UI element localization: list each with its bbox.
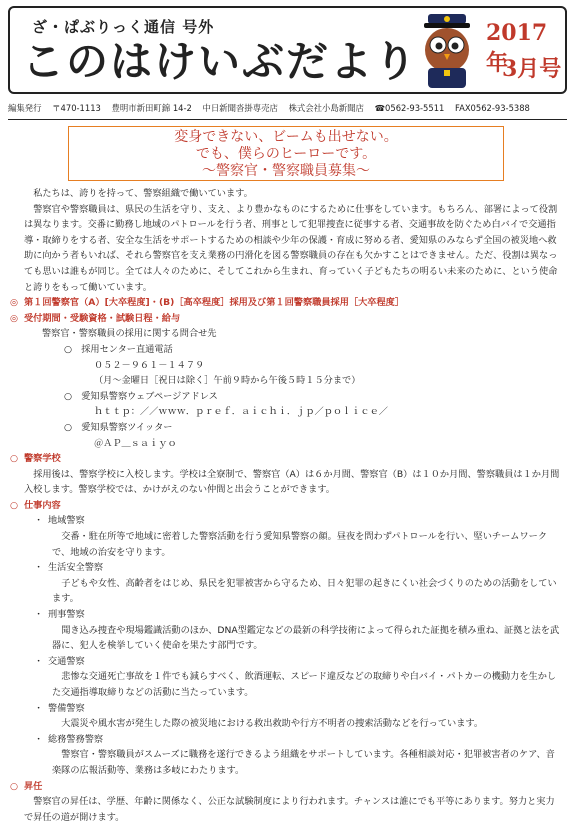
double-circle-icon: ◎ [10,312,19,324]
school-heading-text: 警察学校 [24,453,61,465]
work-item-title [34,654,560,670]
issue-year: 2017年 [486,20,548,76]
work-heading-text: 仕事内容 [24,499,61,511]
contact-item [64,342,560,358]
work-item-title [34,560,560,576]
postal-code: 〒470-1113 [52,103,101,113]
work-item-text: 交番・駐在所等で地域に密着した警察活動を行う愛知県警察の顔。昼夜を問わずパトロールを行い、堅いチームワークで、地域の治安を守ります。 [52,531,548,558]
double-circle-icon: ◎ [10,297,19,309]
circle-icon: ○ [10,453,19,465]
article-body [10,186,560,825]
contact-label: 愛知県警察ツイッター [81,421,173,433]
contact-item [64,420,560,436]
circle-icon: ○ [64,390,73,402]
school-heading [10,451,560,467]
work-item-text: 子どもや女性、高齢者をはじめ、県民を犯罪被害から守るため、日々犯罪の起きにくい社会づくりのための活動をしています。 [52,577,557,605]
period-heading-text: 受付期間・受験資格・試験日程・給与 [24,312,181,324]
work-item-title [34,732,560,748]
intro-paragraph-2: 警察官や警察職員は、県民の生活を守り、支え、より豊かなものにするために仕事をしています。もちろん、部署によって役割は異なります。交番に勤務し地域のパトロールを行う者、刑事として犯罪捜査に従事する者、交通事故を防ぐため白バイで交通指導・取締りをする者、安全な生活をサポートするための相談や少年の保護・育成に努める者、愛知県のみならず全国の被災地へ救助に向かう者もいれば、それら警察官を支え業務の円滑化を図る警察職員の存在も欠かすことはできません。ただ、役割は異なっても思いは誰もが同じ。全ては人々のために、そしてこれから生まれ、育っていく子どもたちの明るい未来のために、という使命と誇りをもって働いています。 [24,203,558,293]
bullet-icon: ・ [34,655,44,667]
issue-month: 3月号 [502,56,562,82]
contact-hours: （月～金曜日［祝日は除く］午前９時から午後５時１５分まで） [94,375,361,387]
work-item-text: 聞き込み捜査や現場鑑識活動のほか、DNA型鑑定などの最新の科学技術によって得られた証拠を積み重ね、証拠と法を武器に、犯人を検挙していく使命を果たす部門です。 [52,624,560,652]
work-item-title [34,607,560,623]
contact-twitter[interactable]: ＠ＡＰ＿ｓａｉｙｏ [94,437,177,449]
contact-url[interactable]: ｈｔｔｐ：／／ｗｗｗ．ｐｒｅｆ．ａｉｃｈｉ．ｊｐ／ｐｏｌｉｃｅ／ [94,406,388,418]
banner-line-2: でも、僕らのヒーローです。 [195,146,377,162]
owl-police-mascot-icon [414,12,480,90]
contact-item [64,389,560,405]
work-title-text: 警備警察 [48,702,85,714]
company-name: 株式会社小島新聞店 [288,103,364,113]
publisher-address: 豊明市新田町錦 14-2 [111,103,192,113]
promotion-text: 警察官の昇任は、学歴、年齢に関係なく、公正な試験制度により行われます。チャンスは誰にでも平等にあります。努力と実力で昇任の道が開けます。 [24,796,555,823]
banner-line-3: ～警察官・警察職員募集～ [202,163,370,179]
work-title-text: 刑事警察 [48,609,85,621]
work-title-text: 生活安全警察 [48,562,104,574]
circle-icon: ○ [64,421,73,433]
shop-name: 中日新聞沓掛専売店 [202,103,278,113]
work-item-title [34,701,560,717]
masthead [8,6,567,94]
bullet-icon: ・ [34,733,44,745]
bullet-icon: ・ [34,609,44,621]
circle-icon: ○ [64,343,73,355]
masthead-subtitle: ざ・ぱぶりっく通信 号外 [32,18,215,36]
school-text: 採用後は、警察学校に入校します。学校は全寮制で、警察官（A）は６か月間、警察官（B）は１０か月間、警察職員は１か月間入校します。警察学校では、かけがえのない仲間と出会うことができます。 [24,468,560,496]
banner-line-1: 変身できない、ビームも出せない。 [174,129,398,145]
phone-number: ☎0562-93-5511 [374,103,445,113]
bullet-icon: ・ [34,515,44,527]
contact-label: 愛知県警察ウェブページアドレス [81,390,218,402]
bullet-icon: ・ [34,562,44,574]
promotion-heading-text: 昇任 [24,780,43,792]
work-heading [10,498,560,514]
circle-icon: ○ [10,780,19,792]
contact-intro: 警察官・警察職員の採用に関する問合せ先 [42,328,217,340]
contact-phone: ０５２－９６１－１４７９ [94,359,205,371]
bullet-icon: ・ [34,702,44,714]
period-heading [10,311,560,327]
intro-paragraph-1: 私たちは、誇りを持って、警察組織で働いています。 [33,188,253,199]
fax-number: FAX0562-93-5388 [455,103,530,113]
masthead-title: このはけいぶだより [22,37,419,86]
recruit-heading [10,295,560,311]
work-item-text: 警察官・警察職員がスムーズに職務を遂行できるよう組織をサポートしています。各種相談対応・犯罪被害者のケア、音楽隊の広報活動等、業務は多岐にわたります。 [52,749,555,776]
work-item-text: 大震災や風水害が発生した際の被災地における救出救助や行方不明者の捜索活動などを行っています。 [61,718,484,730]
contact-label: 採用センター直通電話 [81,343,173,355]
publisher-label: 編集発行 [8,103,42,113]
publisher-line [8,102,567,120]
work-title-text: 地域警察 [48,515,85,527]
work-title-text: 総務警務警察 [48,733,104,745]
work-item-title [34,513,560,529]
recruit-banner [68,126,504,181]
recruit-heading-text: 第１回警察官（A）[大卒程度]・(B)［高卒程度］採用及び第１回警察職員採用［大卒程度］ [24,297,405,309]
work-item-text: 悲惨な交通死亡事故を１件でも減らすべく、飲酒運転、スピード違反などの取締りや白バイ・パトカーの機動力を生かした交通指導取締りなどの活動に当たっています。 [52,671,557,698]
work-title-text: 交通警察 [48,655,85,667]
circle-icon: ○ [10,499,19,511]
promotion-heading [10,779,560,795]
